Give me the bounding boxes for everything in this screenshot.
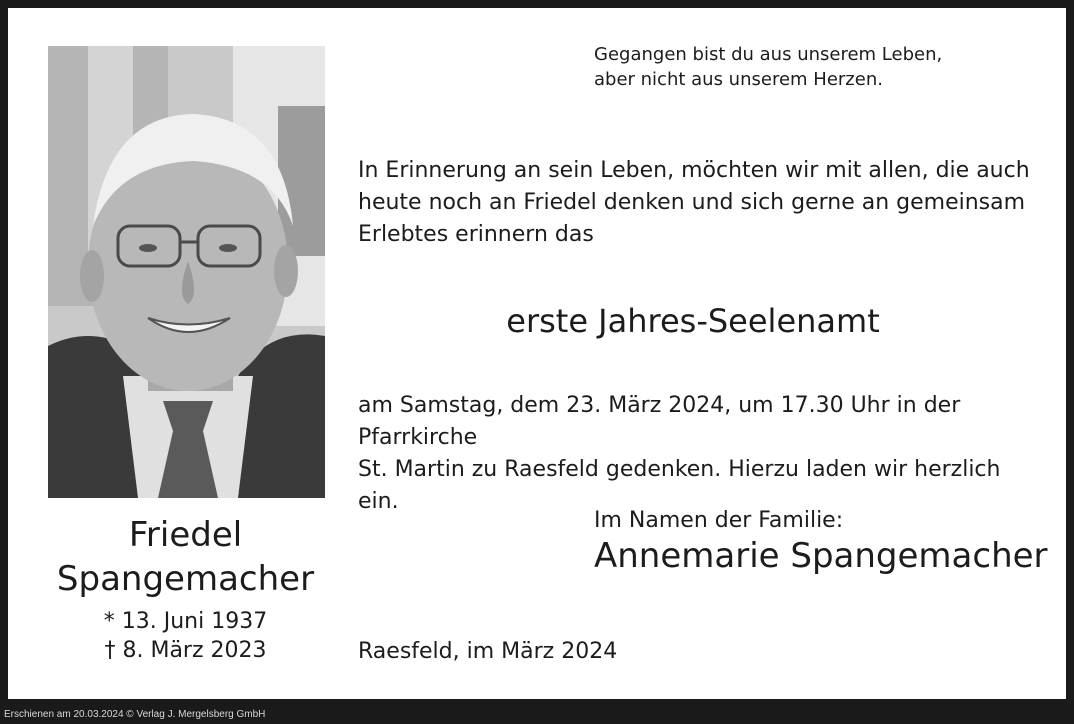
family-signature: Annemarie Spangemacher [594, 536, 1048, 576]
death-date: † 8. März 2023 [104, 638, 267, 663]
portrait-photo [48, 46, 325, 498]
obituary-card [8, 8, 1066, 699]
invitation-line-2: heute noch an Friedel denken und sich gerne an gemeinsam [358, 190, 1026, 215]
event-line-2: St. Martin zu Raesfeld gedenken. Hierzu laden wir herzlich ein. [358, 457, 1001, 514]
event-line-1: am Samstag, dem 23. März 2024, um 17.30 Uhr in der Pfarrkirche [358, 393, 961, 450]
deceased-first-name: Friedel [128, 515, 243, 555]
birth-date: * 13. Juni 1937 [103, 609, 268, 634]
deceased-name [8, 513, 363, 601]
family-label: Im Namen der Familie: [594, 508, 844, 533]
publication-footer: Erschienen am 20.03.2024 © Verlag J. Mergelsberg GmbH [4, 709, 266, 720]
quote-line-1: Gegangen bist du aus unserem Leben, [594, 44, 943, 65]
deceased-last-name: Spangemacher [56, 559, 315, 599]
quote-line-2: aber nicht aus unserem Herzen. [594, 69, 883, 90]
memorial-quote [594, 42, 942, 92]
event-details [358, 390, 1048, 518]
invitation-text [358, 155, 1048, 251]
life-dates [8, 607, 363, 665]
invitation-line-3: Erlebtes erinnern das [358, 222, 594, 247]
event-title: erste Jahres-Seelenamt [506, 302, 880, 340]
invitation-line-1: In Erinnerung an sein Leben, möchten wir mit allen, die auch [358, 158, 1030, 183]
place-date: Raesfeld, im März 2024 [358, 639, 618, 664]
